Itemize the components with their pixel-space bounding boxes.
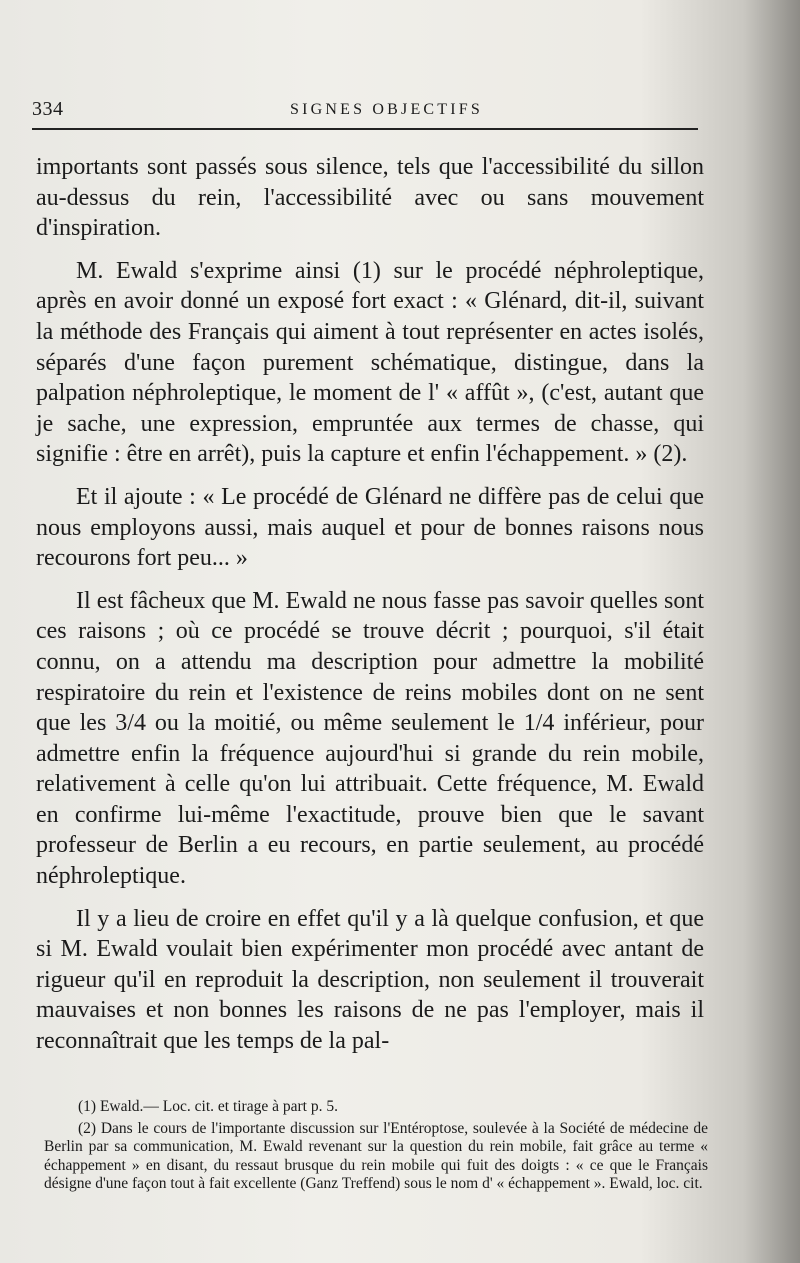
- paragraph: importants sont passés sous silence, tels que l'accessibilité du sillon au-dessus du rein, l'accessibilité avec ou sans mouvement d'inspiration.: [36, 154, 704, 242]
- body-text: [36, 152, 704, 1069]
- paragraph: M. Ewald s'exprime ainsi (1) sur le procédé néphroleptique, après en avoir donné un exposé fort exact : « Glénard, dit-il, suivant la méthode des Français qui aiment à tout représenter en actes isolés, séparés d'une façon purement schématique, distingue, dans la palpation néphroleptique, le moment de l' « affût », (c'est, autant que je sache, une expression, empruntée aux termes de chasse, qui signifie : être en arrêt), puis la capture et enfin l'échappement. » (2).: [36, 257, 704, 468]
- paragraph: Il y a lieu de croire en effet qu'il y a là quelque confusion, et que si M. Ewald voulait bien expérimenter mon procédé avec antant de rigueur qu'il en reproduit la description, non seulement il trouverait mauvaises et non bonnes les raisons de ne pas l'employer, mais il reconnaîtrait que les temps de la pal-: [36, 905, 704, 1055]
- page-header: [32, 98, 698, 126]
- running-head: SIGNES OBJECTIFS: [290, 101, 484, 118]
- paragraph: Et il ajoute : « Le procédé de Glénard ne diffère pas de celui que nous employons aussi, mais auquel et pour de bonnes raisons nous recourons fort peu... »: [36, 483, 704, 572]
- page-number: 334: [32, 98, 64, 120]
- header-rule: [32, 128, 698, 130]
- footnotes: [44, 1098, 708, 1197]
- footnote: (1) Ewald.— Loc. cit. et tirage à part p. 5.: [78, 1098, 338, 1115]
- paragraph: Il est fâcheux que M. Ewald ne nous fasse pas savoir quelles sont ces raisons ; où ce procédé se trouve décrit ; pourquoi, s'il était connu, on a attendu ma description pour admettre la mobilité respiratoire du rein et l'existence de reins mobiles dont on ne sent que les 3/4 ou la moitié, ou même seulement le 1/4 inférieur, pour admettre enfin la fréquence aujourd'hui si grande du rein mobile, relativement à celle qu'on lui attribuait. Cette fréquence, M. Ewald en confirme lui-même l'exactitude, prouve bien que le savant professeur de Berlin a eu recours, en partie seulement, au procédé néphroleptique.: [36, 587, 704, 890]
- footnote: (2) Dans le cours de l'importante discussion sur l'Entéroptose, soulevée à la Société de médecine de Berlin par sa communication, M. Ewald revenant sur la question du rein mobile, fait grâce au terme « échappement » en disant, du ressaut brusque du rein mobile qui fuit des doigts : « ce que le Français désigne d'une façon tout à fait excellente (Ganz Treffend) sous le nom d' « échappement ». Ewald, loc. cit.: [44, 1119, 708, 1192]
